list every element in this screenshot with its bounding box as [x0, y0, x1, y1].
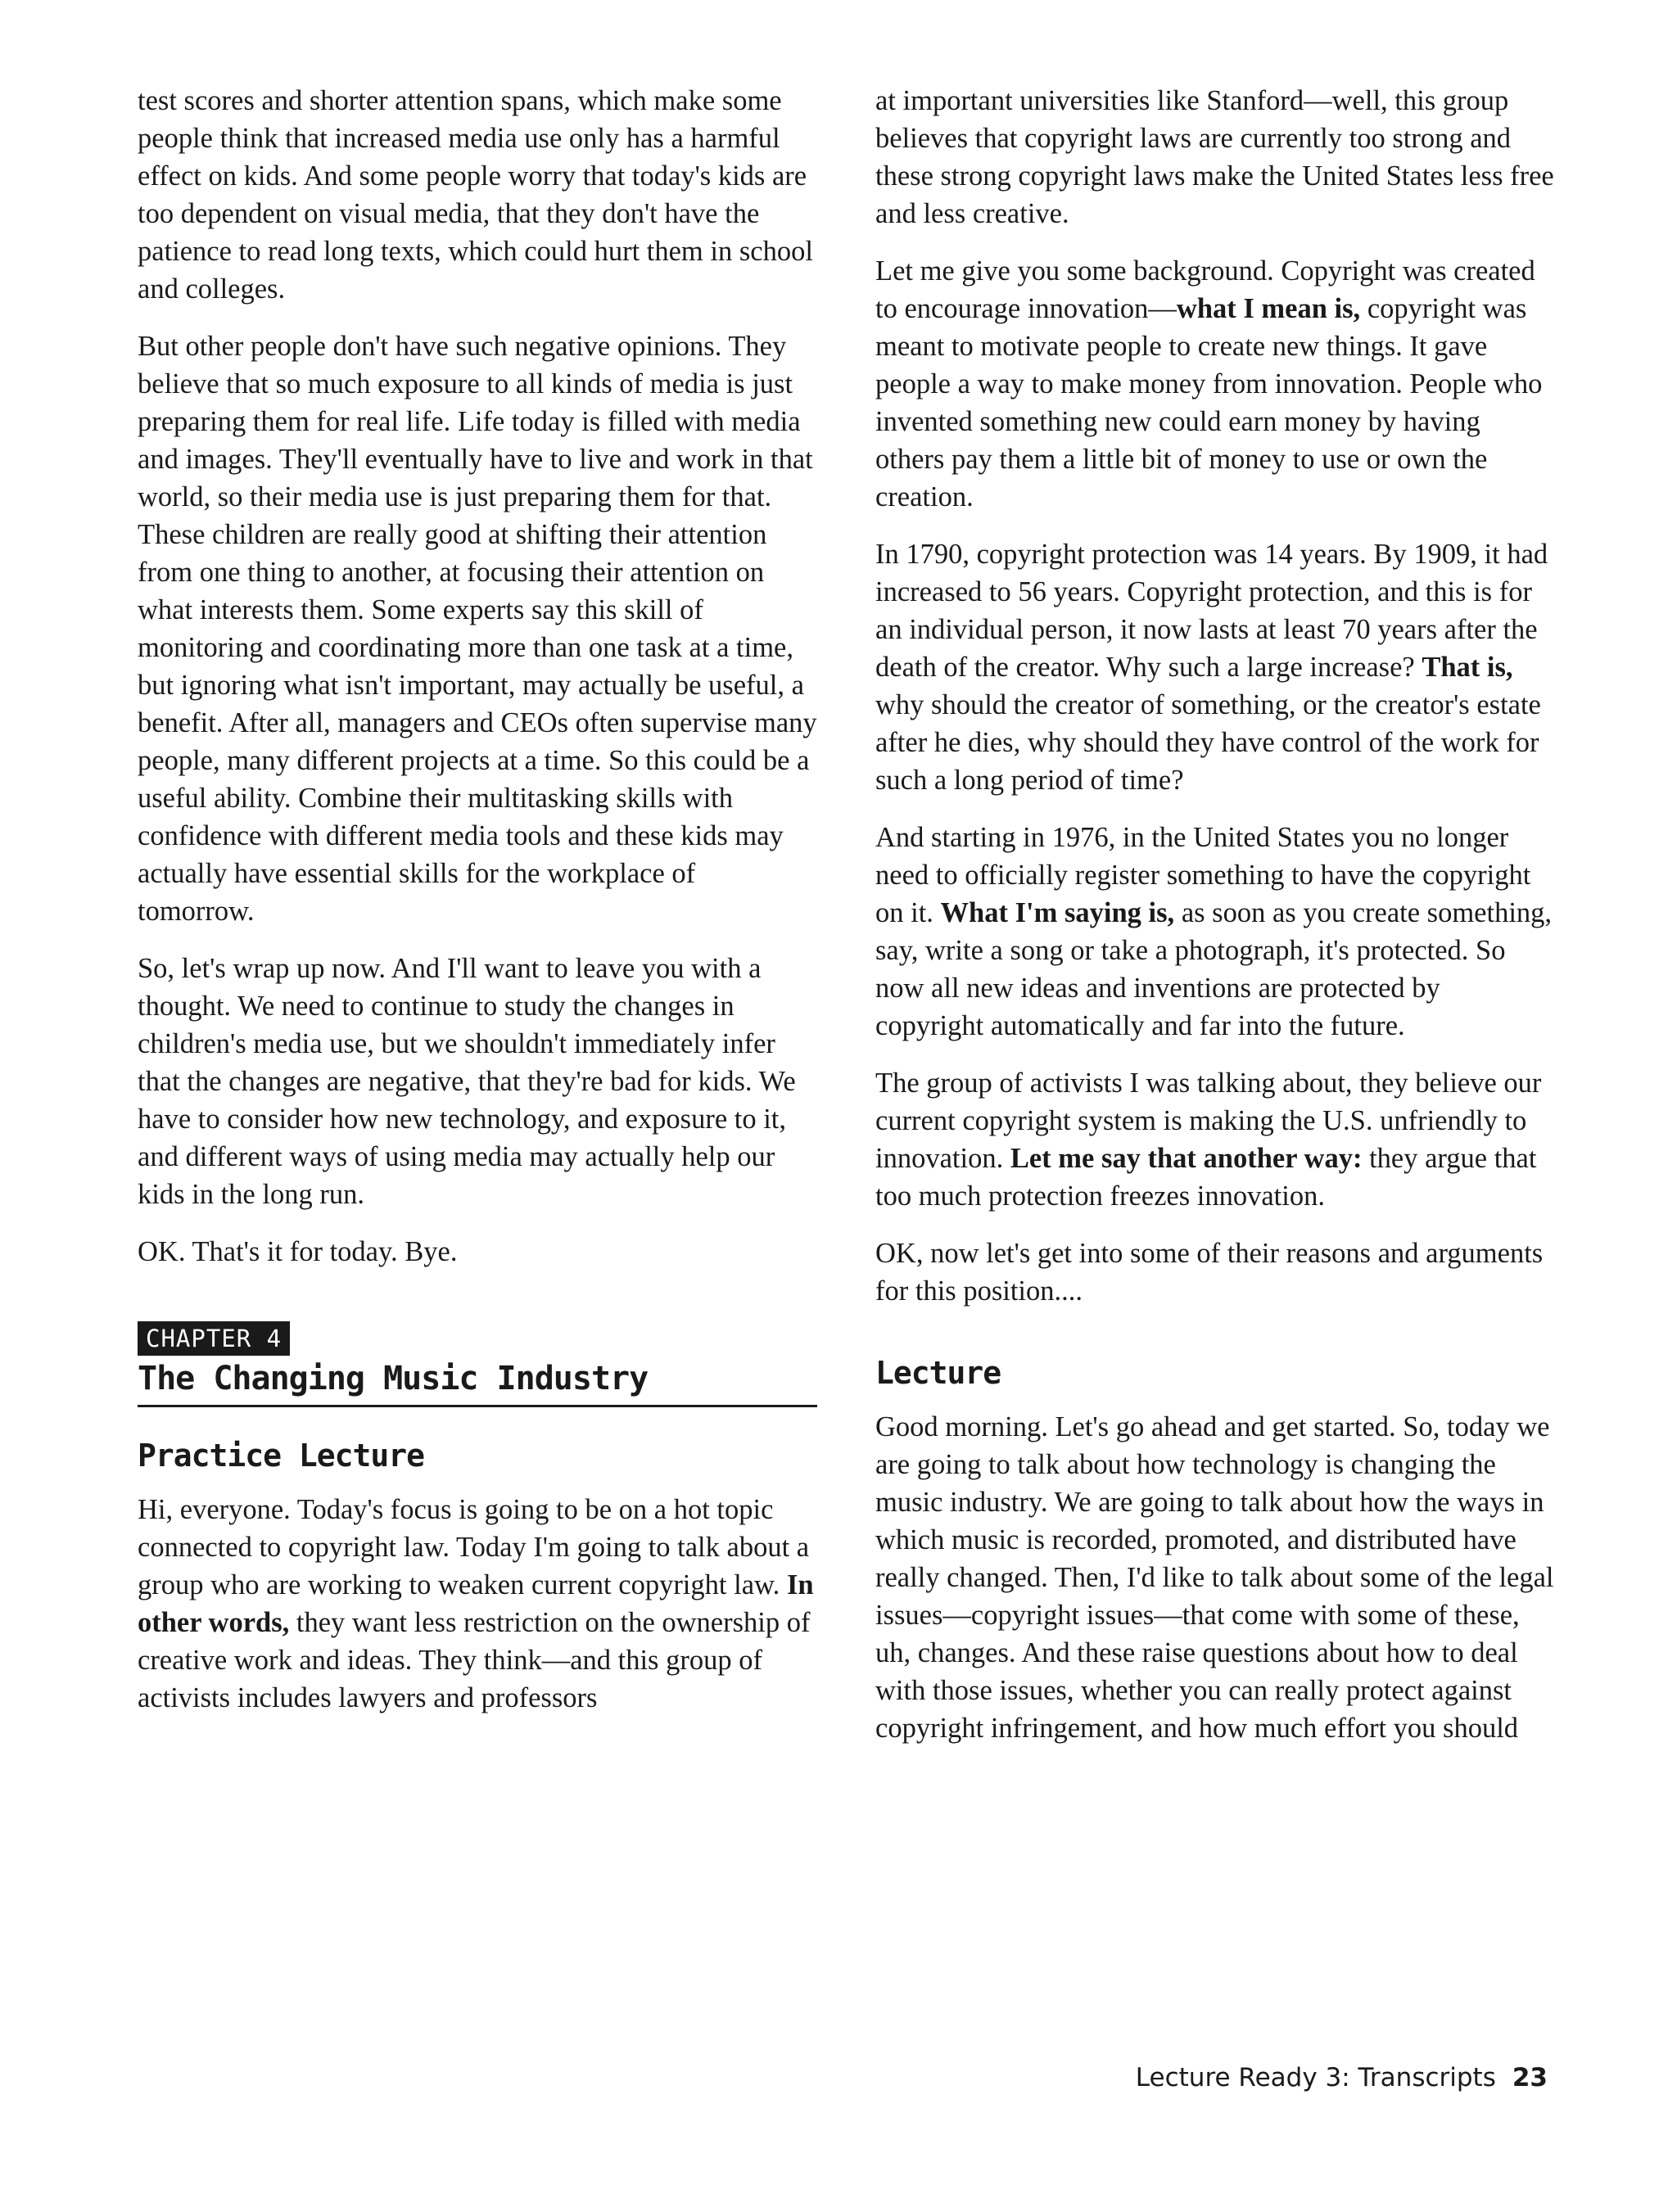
- paragraph-text: copyright was meant to motivate people to create new things. It gave people a way to make money from innovation. People who invented something new could earn money by having others pay them a little bit of money to use or own the creation.: [875, 293, 1543, 512]
- paragraph: at important universities like Stanford—well, this group believes that copyright laws are currently too strong and these strong copyright laws make the United States less free and less creative.: [875, 85, 1554, 229]
- section-heading-practice-lecture: Practice Lecture: [138, 1438, 425, 1474]
- paragraph: Good morning. Let's go ahead and get started. So, today we are going to talk about how technology is changing the music industry. We are going to talk about how the ways in which music is recorded, promoted, and distributed have really changed. Then, I'd like to talk about some of the legal issues—copyright issues—that come with some of these, uh, changes. And these raise questions about how to deal with those issues, whether you can really protect against copyright infringement, and how much effort you should: [875, 1411, 1554, 1744]
- paragraph: [875, 535, 1555, 799]
- paragraph: OK, now let's get into some of their reasons and arguments for this position....: [875, 1238, 1544, 1307]
- page-number: 23: [1512, 2063, 1548, 2092]
- chapter-tag: CHAPTER 4: [138, 1321, 290, 1356]
- chapter-title: The Changing Music Industry: [138, 1357, 817, 1407]
- book-title: Lecture Ready 3: Transcripts: [1135, 2063, 1496, 2092]
- signal-phrase: Let me say that another way:: [1010, 1143, 1363, 1174]
- signal-phrase: In other words,: [138, 1569, 814, 1638]
- paragraph: [138, 1491, 817, 1717]
- right-column: [875, 82, 1555, 1767]
- paragraph: [875, 252, 1555, 516]
- paragraph-text: In 1790, copyright protection was 14 years. By 1909, it had increased to 56 years. Copyright protection, and this is for an individual person, it now lasts at least 70 years after the death of the creator. Why such a large increase?: [875, 539, 1548, 683]
- chapter-header: [138, 1321, 817, 1407]
- paragraph-text: why should the creator of something, or the creator's estate after he dies, why should they have control of the work for such a long period of time?: [875, 689, 1541, 796]
- paragraph-text: they argue that too much protection freezes innovation.: [875, 1143, 1537, 1212]
- paragraph-text: The group of activists I was talking about, they believe our current copyright system is making the U.S. unfriendly to innovation.: [875, 1068, 1542, 1174]
- paragraph: [875, 819, 1555, 1045]
- signal-phrase: What I'm saying is,: [940, 897, 1175, 928]
- paragraph-text: Hi, everyone. Today's focus is going to be on a hot topic connected to copyright law. Today I'm going to talk about a group who are working to weaken current copyright law.: [138, 1494, 810, 1600]
- paragraph: But other people don't have such negative opinions. They believe that so much exposure to all kinds of media is just preparing them for real life. Life today is filled with media and images. They'll eventually have to live and work in that world, so their media use is just preparing them for that. These children are really good at shifting their attention from one thing to another, at focusing their attention on what interests them. Some experts say this skill of monitoring and coordinating more than one task at a time, but ignoring what isn't important, may actually be useful, a benefit. After all, managers and CEOs often supervise many people, many different projects at a time. So this could be a useful ability. Combine their multitasking skills with confidence with different media tools and these kids may actually have essential skills for the workplace of tomorrow.: [138, 331, 817, 927]
- paragraph-text: they want less restriction on the ownership of creative work and ideas. They think—and this group of activists includes lawyers and professors: [138, 1607, 811, 1713]
- page-footer: [1136, 2061, 1548, 2094]
- paragraph: So, let's wrap up now. And I'll want to leave you with a thought. We need to continue to study the changes in children's media use, but we shouldn't immediately infer that the changes are negative, that they're bad for kids. We have to consider how new technology, and exposure to it, and different ways of using media may actually help our kids in the long run.: [138, 953, 796, 1210]
- paragraph-text: as soon as you create something, say, write a song or take a photograph, it's protected. So now all new ideas and inventions are protected by copyright automatically and far into the future.: [875, 897, 1553, 1041]
- signal-phrase: what I mean is,: [1176, 293, 1361, 324]
- paragraph: test scores and shorter attention spans, which make some people think that increased media use only has a harmful effect on kids. And some people worry that today's kids are too dependent on visual media, that they don't have the patience to read long texts, which could hurt them in school and colleges.: [138, 85, 813, 305]
- paragraph: [875, 1064, 1555, 1215]
- paragraph-text: Let me give you some background. Copyright was created to encourage innovation—: [875, 255, 1535, 324]
- section-heading-lecture: Lecture: [875, 1355, 1001, 1391]
- left-column: [138, 82, 817, 1736]
- paragraph-text: And starting in 1976, in the United States you no longer need to officially register something to have the copyright on it.: [875, 822, 1531, 928]
- signal-phrase: That is,: [1422, 652, 1513, 683]
- paragraph: OK. That's it for today. Bye.: [138, 1236, 458, 1267]
